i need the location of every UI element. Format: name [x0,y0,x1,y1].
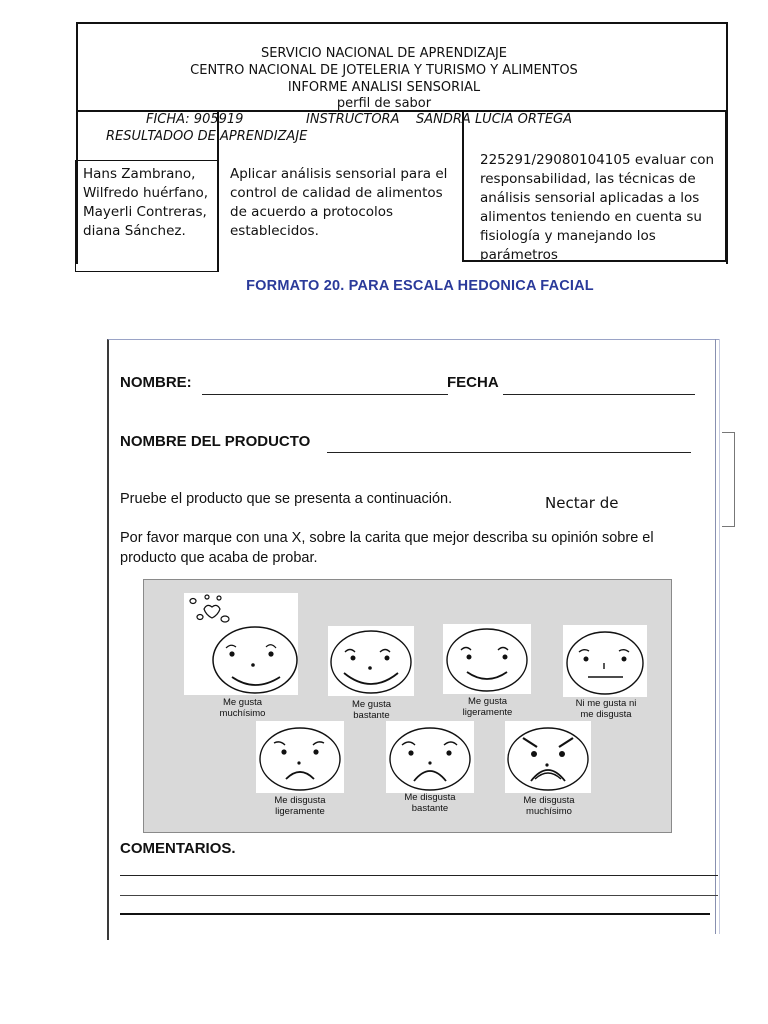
instruction-mark-1: Por favor marque con una X, sobre la carita que mejor describa su opinión sobre el [120,530,654,546]
face-card-slight-sad[interactable] [256,721,344,793]
face-card-happy[interactable] [328,626,414,696]
instruction-mark-2: producto que acaba de probar. [120,550,318,566]
date-label: FECHA [447,374,499,391]
face-slight-sad-icon [256,721,344,793]
face-caption-line: Me gusta [222,697,263,708]
face-card-slight-happy[interactable] [443,624,531,694]
header-bottom-line [462,260,727,262]
face-card-neutral[interactable] [563,625,647,697]
face-caption-line: muchísimo [526,806,572,817]
header-institution: SERVICIO NACIONAL DE APRENDIZAJE [260,46,508,61]
face-caption-line: bastante [411,803,449,814]
instruction-taste: Pruebe el producto que se presenta a continuación. [120,491,453,507]
face-caption-love [200,697,285,719]
name-label: NOMBRE: [120,374,192,391]
face-caption-line: Me disgusta [274,795,326,806]
face-caption-line: Me gusta [467,696,508,707]
objective-text: Aplicar análisis sensorial para el control de calidad de alimentos de acuerdo a protocolos establecidos. [230,166,448,239]
face-caption-neutral [560,698,652,720]
face-caption-slight-happy [445,696,530,718]
ficha-number: FICHA: 905919 [146,112,244,127]
product-name-field[interactable] [327,452,691,453]
face-card-sad[interactable] [386,721,474,793]
face-caption-line: me disgusta [580,709,632,720]
face-caption-line: ligeramente [275,806,325,817]
face-card-angry[interactable] [505,721,591,793]
format-title: FORMATO 20. PARA ESCALA HEDONICA FACIAL [246,278,594,294]
face-caption-line: Me disgusta [404,792,456,803]
face-love-icon [184,593,298,695]
face-happy-icon [328,626,414,696]
face-slight-happy-icon [443,624,531,694]
column-divider [462,112,464,260]
face-angry-icon [505,721,591,793]
face-caption-happy [329,699,414,721]
face-caption-angry [503,795,595,817]
face-caption-line: ligeramente [462,707,513,718]
date-field[interactable] [503,394,695,395]
face-sad-icon [386,721,474,793]
product-nectar: Nectar de [545,494,619,512]
product-name-label: NOMBRE DEL PRODUCTO [120,433,311,450]
header-center: CENTRO NACIONAL DE JOTELERIA Y TURISMO Y ALIMENTOS [190,63,578,78]
form-frame-edge [715,339,720,934]
side-bracket [722,432,735,527]
face-card-love[interactable] [184,593,298,695]
face-caption-line: bastante [353,710,390,721]
face-caption-sad [385,792,475,814]
competence-text: 225291/29080104105 evaluar con responsabilidad, las técnicas de análisis sensorial aplicadas a los alimentos teniendo en cuenta su fisiología y manejando los parámetros [480,152,715,263]
header-subtitle: perfil de sabor [336,96,432,111]
face-caption-line: muchísimo [219,708,266,719]
comments-line[interactable] [120,895,718,896]
face-caption-line: Me disgusta [523,795,575,806]
comments-line[interactable] [120,875,718,876]
header-report: INFORME ANALISI SENSORIAL [287,80,481,95]
face-neutral-icon [563,625,647,697]
face-caption-line: Me gusta [351,699,392,710]
comments-line[interactable] [120,913,710,915]
column-divider [725,112,727,262]
comments-label: COMENTARIOS. [120,840,236,857]
face-caption-slight-sad [255,795,345,817]
instructor-name: INSTRUCTORA SANDRA LUCIA ORTEGA [306,112,573,127]
students-text: Hans Zambrano, Wilfredo huérfano, Mayerli Contreras, diana Sánchez. [83,166,209,239]
learning-result-label: RESULTADOO DE APRENDIZAJE [106,129,308,144]
face-caption-line: Ni me gusta ni [575,698,637,709]
name-field[interactable] [202,394,448,395]
